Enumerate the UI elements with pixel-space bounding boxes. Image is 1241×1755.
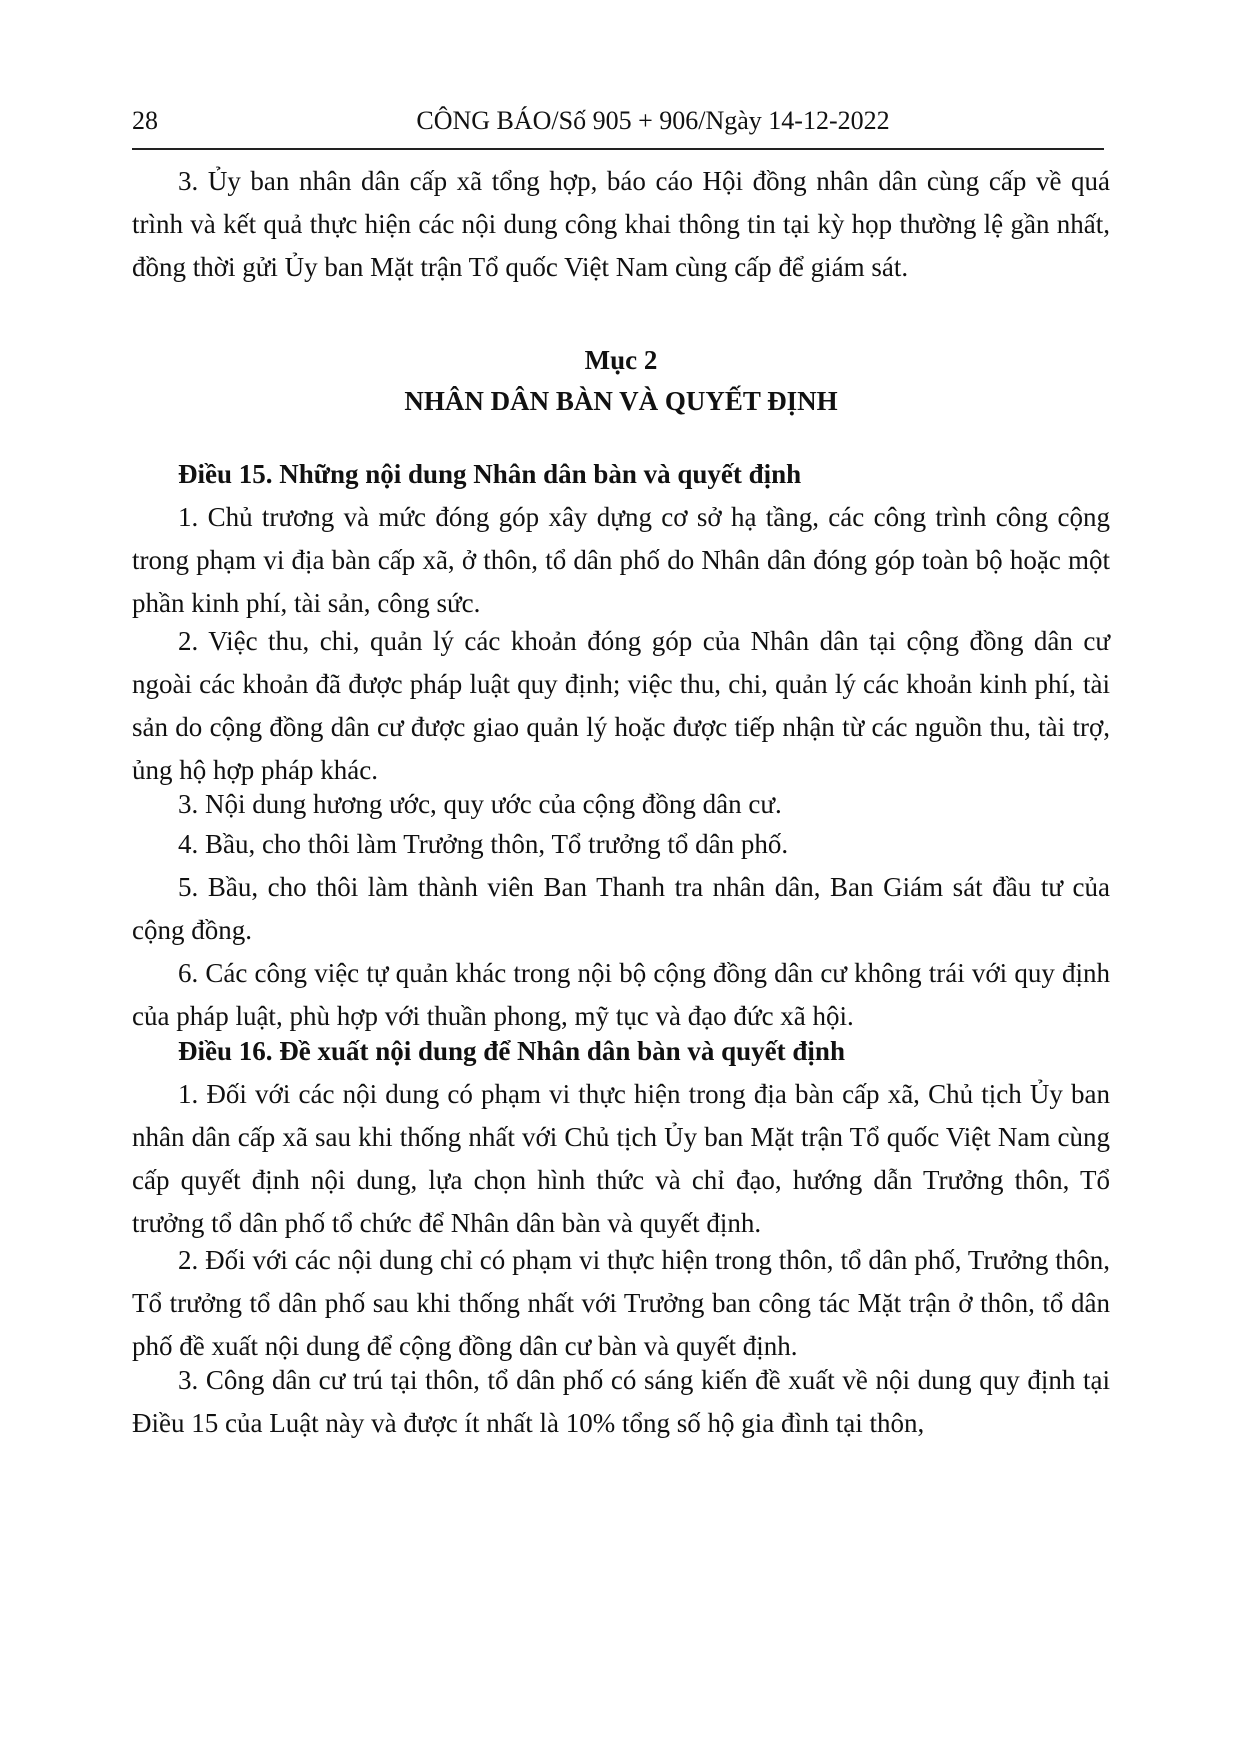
section-label: Mục 2 bbox=[584, 345, 658, 375]
intro-paragraph: 3. Ủy ban nhân dân cấp xã tổng hợp, báo cáo Hội đồng nhân dân cùng cấp về quá trình và kết quả thực hiện các nội dung công khai thông tin tại kỳ họp thường lệ gần nhất, đồng thời gửi Ủy ban Mặt trận Tổ quốc Việt Nam cùng cấp để giám sát. bbox=[132, 166, 1110, 282]
article-15-item-3: 3. Nội dung hương ước, quy ước của cộng đồng dân cư. bbox=[178, 789, 782, 819]
article-16-item-3: 3. Công dân cư trú tại thôn, tổ dân phố có sáng kiến đề xuất về nội dung quy định tại Điều 15 của Luật này và được ít nhất là 10% tổng số hộ gia đình tại thôn, bbox=[132, 1365, 1110, 1438]
gazette-title: CÔNG BÁO/Số 905 + 906/Ngày 14-12-2022 bbox=[416, 106, 890, 135]
article-15-item-2: 2. Việc thu, chi, quản lý các khoản đóng góp của Nhân dân tại cộng đồng dân cư ngoài các khoản đã được pháp luật quy định; việc thu, chi, quản lý các khoản kinh phí, tài sản do cộng đồng dân cư được giao quản lý hoặc được tiếp nhận từ các nguồn thu, tài trợ, ủng hộ hợp pháp khác. bbox=[132, 626, 1110, 785]
article-16-item-1: 1. Đối với các nội dung có phạm vi thực hiện trong địa bàn cấp xã, Chủ tịch Ủy ban nhân dân cấp xã sau khi thống nhất với Chủ tịch Ủy ban Mặt trận Tổ quốc Việt Nam cùng cấp quyết định nội dung, lựa chọn hình thức và chỉ đạo, hướng dẫn Trưởng thôn, Tổ trưởng tổ dân phố tổ chức để Nhân dân bàn và quyết định. bbox=[132, 1079, 1110, 1238]
page-header bbox=[132, 106, 1104, 150]
article-16-title: Điều 16. Đề xuất nội dung để Nhân dân bàn và quyết định bbox=[178, 1036, 845, 1066]
article-16-item-2: 2. Đối với các nội dung chỉ có phạm vi thực hiện trong thôn, tổ dân phố, Trưởng thôn, Tổ trưởng tổ dân phố sau khi thống nhất với Trưởng ban công tác Mặt trận ở thôn, tổ dân phố đề xuất nội dung để cộng đồng dân cư bàn và quyết định. bbox=[132, 1245, 1110, 1361]
article-15-title: Điều 15. Những nội dung Nhân dân bàn và quyết định bbox=[178, 459, 802, 489]
article-15-item-1: 1. Chủ trương và mức đóng góp xây dựng cơ sở hạ tầng, các công trình công cộng trong phạm vi địa bàn cấp xã, ở thôn, tổ dân phố do Nhân dân đóng góp toàn bộ hoặc một phần kinh phí, tài sản, công sức. bbox=[132, 502, 1110, 618]
article-15-item-4: 4. Bầu, cho thôi làm Trưởng thôn, Tổ trưởng tổ dân phố. bbox=[178, 829, 789, 859]
article-15-item-6: 6. Các công việc tự quản khác trong nội bộ cộng đồng dân cư không trái với quy định của pháp luật, phù hợp với thuần phong, mỹ tục và đạo đức xã hội. bbox=[132, 958, 1110, 1031]
page-number: 28 bbox=[132, 106, 158, 135]
article-15-item-5: 5. Bầu, cho thôi làm thành viên Ban Thanh tra nhân dân, Ban Giám sát đầu tư của cộng đồng. bbox=[132, 872, 1110, 945]
section-title: NHÂN DÂN BÀN VÀ QUYẾT ĐỊNH bbox=[404, 386, 838, 416]
